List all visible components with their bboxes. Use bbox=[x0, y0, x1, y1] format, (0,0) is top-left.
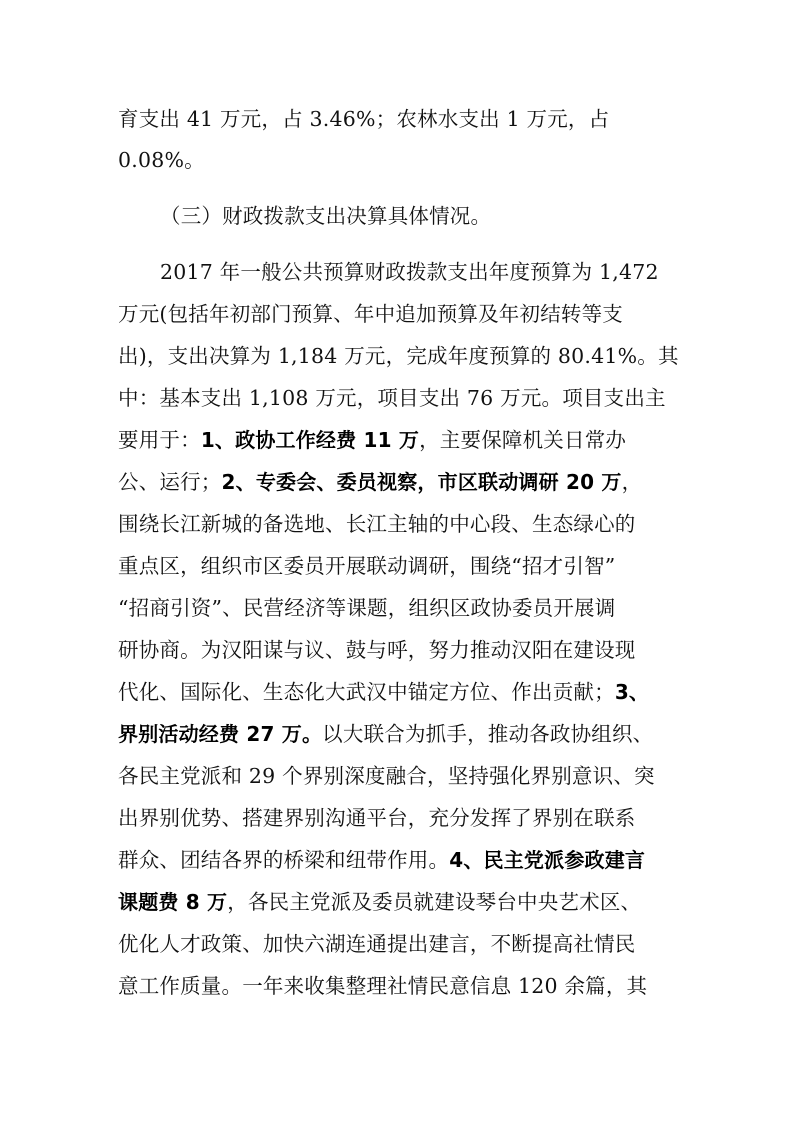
text-line: 围绕长江新城的备选地、长江主轴的中心段、生态绿心的 bbox=[118, 512, 636, 536]
text-line: 出界别优势、搭建界别沟通平台，充分发挥了界别在联系 bbox=[118, 806, 636, 830]
text-line: 研协商。为汉阳谋与议、鼓与呼，努力推动汉阳在建设现 bbox=[118, 638, 636, 662]
text-line: 群众、团结各界的桥梁和纽带作用。4、民主党派参政建言 bbox=[118, 848, 646, 872]
text-line: 万元(包括年初部门预算、年中追加预算及年初结转等支 bbox=[118, 302, 623, 326]
text-line: 意工作质量。一年来收集整理社情民意信息 120 余篇，其 bbox=[118, 974, 648, 998]
emphasis-text: 2、专委会、委员视察，市区联动调研 20 万 bbox=[221, 470, 622, 494]
text-line: 课题费 8 万，各民主党派及委员就建设琴台中央艺术区、 bbox=[118, 890, 642, 914]
emphasis-text: 界别活动经费 27 万。 bbox=[118, 722, 323, 746]
emphasis-text: 1、政协工作经费 11 万 bbox=[200, 428, 420, 452]
emphasis-text: 4、民主党派参政建言 bbox=[449, 848, 646, 872]
text-line: 中：基本支出 1,108 万元，项目支出 76 万元。项目支出主 bbox=[118, 386, 666, 410]
text-line: 各民主党派和 29 个界别深度融合，坚持强化界别意识、突 bbox=[118, 764, 655, 788]
text-line: 代化、国际化、生态化大武汉中锚定方位、作出贡献；3、 bbox=[118, 680, 650, 704]
text-line: 育支出 41 万元，占 3.46%；农林水支出 1 万元，占 bbox=[118, 107, 610, 131]
emphasis-text: 课题费 8 万 bbox=[118, 890, 228, 914]
text-line: 公、运行；2、专委会、委员视察，市区联动调研 20 万， bbox=[118, 470, 643, 494]
section-heading: （三）财政拨款支出决算具体情况。 bbox=[160, 204, 492, 228]
text-line: 优化人才政策、加快六湖连通提出建言，不断提高社情民 bbox=[118, 932, 636, 956]
text-line: 重点区，组织市区委员开展联动调研，围绕“招才引智” bbox=[118, 554, 616, 578]
text-line: “招商引资”、民营经济等课题，组织区政协委员开展调 bbox=[118, 596, 616, 620]
text-line: 出)，支出决算为 1,184 万元，完成年度预算的 80.41%。其 bbox=[118, 344, 679, 368]
text-line: 界别活动经费 27 万。以大联合为抓手，推动各政协组织、 bbox=[118, 722, 654, 746]
text-line: 0.08%。 bbox=[118, 148, 205, 172]
text-line: 2017 年一般公共预算财政拨款支出年度预算为 1,472 bbox=[160, 260, 659, 284]
emphasis-text: 3、 bbox=[614, 680, 650, 704]
text-line: 要用于：1、政协工作经费 11 万，主要保障机关日常办 bbox=[118, 428, 627, 452]
